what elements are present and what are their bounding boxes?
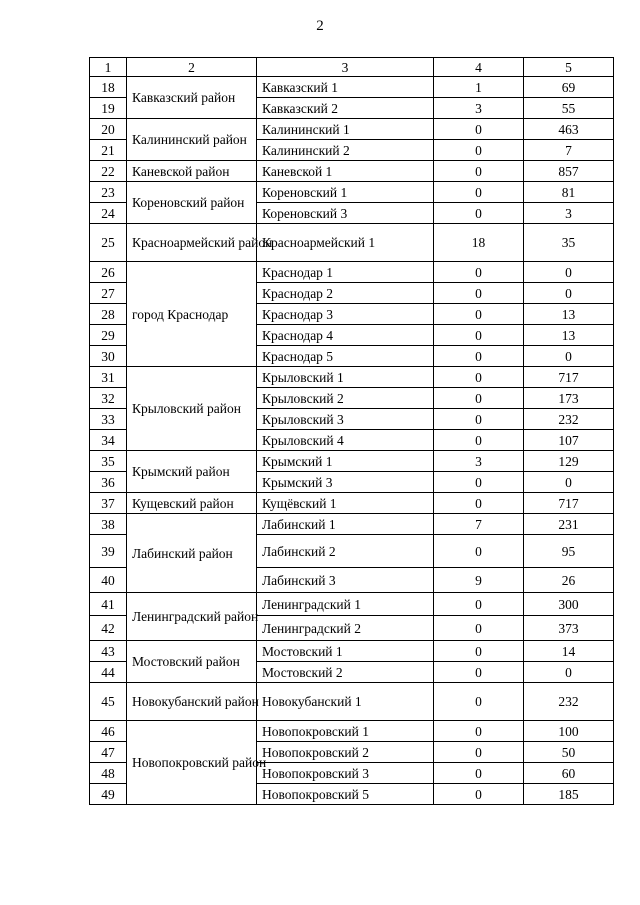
column-5-value-cell: 55	[524, 98, 614, 119]
column-5-value-cell: 173	[524, 388, 614, 409]
table-row	[90, 119, 614, 140]
column-4-value-cell: 0	[434, 662, 524, 683]
station-name-cell: Краснодар 3	[257, 304, 434, 325]
table-body	[90, 77, 614, 805]
column-5-value-cell: 14	[524, 641, 614, 662]
column-4-value-cell: 0	[434, 593, 524, 616]
station-name-cell: Ленинградский 1	[257, 593, 434, 616]
column-4-value-cell: 0	[434, 346, 524, 367]
table-row	[90, 262, 614, 283]
column-5-value-cell: 26	[524, 568, 614, 593]
column-4-value-cell: 9	[434, 568, 524, 593]
station-name-cell: Кореновский 1	[257, 182, 434, 203]
station-name-cell: Крымский 3	[257, 472, 434, 493]
station-name-cell: Кавказский 2	[257, 98, 434, 119]
column-5-value-cell: 463	[524, 119, 614, 140]
station-name-cell: Кавказский 1	[257, 77, 434, 98]
row-number-cell: 36	[90, 472, 127, 493]
row-number-cell: 43	[90, 641, 127, 662]
row-number-cell: 22	[90, 161, 127, 182]
column-5-value-cell: 0	[524, 472, 614, 493]
station-name-cell: Крыловский 2	[257, 388, 434, 409]
row-number-cell: 26	[90, 262, 127, 283]
column-5-value-cell: 95	[524, 535, 614, 568]
district-cell: Каневской район	[127, 161, 257, 182]
column-4-value-cell: 0	[434, 388, 524, 409]
table-row	[90, 493, 614, 514]
station-name-cell: Калининский 2	[257, 140, 434, 161]
station-name-cell: Калининский 1	[257, 119, 434, 140]
column-5-value-cell: 81	[524, 182, 614, 203]
column-4-value-cell: 0	[434, 140, 524, 161]
column-5-value-cell: 13	[524, 325, 614, 346]
station-name-cell: Краснодар 5	[257, 346, 434, 367]
column-4-value-cell: 0	[434, 784, 524, 805]
row-number-cell: 20	[90, 119, 127, 140]
column-4-value-cell: 0	[434, 119, 524, 140]
row-number-cell: 39	[90, 535, 127, 568]
column-4-value-cell: 7	[434, 514, 524, 535]
row-number-cell: 49	[90, 784, 127, 805]
table-row	[90, 161, 614, 182]
row-number-cell: 25	[90, 224, 127, 262]
column-5-value-cell: 232	[524, 409, 614, 430]
page-number: 2	[316, 18, 324, 34]
column-5-value-cell: 100	[524, 721, 614, 742]
column-4-value-cell: 0	[434, 409, 524, 430]
station-name-cell: Новокубанский 1	[257, 683, 434, 721]
district-cell: Новокубанский район	[127, 683, 257, 721]
row-number-cell: 42	[90, 616, 127, 641]
district-cell: Красноармейский район	[127, 224, 257, 262]
row-number-cell: 21	[90, 140, 127, 161]
column-5-value-cell: 0	[524, 262, 614, 283]
header-cell-3: 3	[257, 58, 434, 77]
column-4-value-cell: 0	[434, 262, 524, 283]
column-5-value-cell: 69	[524, 77, 614, 98]
station-name-cell: Лабинский 2	[257, 535, 434, 568]
row-number-cell: 32	[90, 388, 127, 409]
table-row	[90, 224, 614, 262]
row-number-cell: 24	[90, 203, 127, 224]
column-4-value-cell: 0	[434, 763, 524, 784]
column-5-value-cell: 35	[524, 224, 614, 262]
column-4-value-cell: 3	[434, 451, 524, 472]
table-row	[90, 683, 614, 721]
table-row	[90, 77, 614, 98]
column-5-value-cell: 13	[524, 304, 614, 325]
header-cell-5: 5	[524, 58, 614, 77]
station-name-cell: Новопокровский 5	[257, 784, 434, 805]
column-4-value-cell: 0	[434, 616, 524, 641]
row-number-cell: 34	[90, 430, 127, 451]
district-cell: Лабинский район	[127, 514, 257, 593]
column-5-value-cell: 3	[524, 203, 614, 224]
table-row	[90, 451, 614, 472]
row-number-cell: 45	[90, 683, 127, 721]
header-cell-1: 1	[90, 58, 127, 77]
district-cell: Новопокровский район	[127, 721, 257, 805]
district-cell: город Краснодар	[127, 262, 257, 367]
station-name-cell: Краснодар 1	[257, 262, 434, 283]
row-number-cell: 27	[90, 283, 127, 304]
column-4-value-cell: 0	[434, 304, 524, 325]
station-name-cell: Мостовский 1	[257, 641, 434, 662]
station-name-cell: Ленинградский 2	[257, 616, 434, 641]
header-row	[90, 58, 614, 77]
column-5-value-cell: 107	[524, 430, 614, 451]
column-5-value-cell: 50	[524, 742, 614, 763]
header-cell-4: 4	[434, 58, 524, 77]
station-name-cell: Новопокровский 1	[257, 721, 434, 742]
row-number-cell: 38	[90, 514, 127, 535]
column-5-value-cell: 373	[524, 616, 614, 641]
column-4-value-cell: 0	[434, 161, 524, 182]
station-name-cell: Лабинский 1	[257, 514, 434, 535]
station-name-cell: Краснодар 4	[257, 325, 434, 346]
station-name-cell: Каневской 1	[257, 161, 434, 182]
column-5-value-cell: 129	[524, 451, 614, 472]
station-name-cell: Крымский 1	[257, 451, 434, 472]
district-cell: Крыловский район	[127, 367, 257, 451]
column-4-value-cell: 0	[434, 367, 524, 388]
column-4-value-cell: 0	[434, 493, 524, 514]
row-number-cell: 37	[90, 493, 127, 514]
station-name-cell: Кущёвский 1	[257, 493, 434, 514]
column-4-value-cell: 0	[434, 683, 524, 721]
column-4-value-cell: 0	[434, 182, 524, 203]
row-number-cell: 18	[90, 77, 127, 98]
column-5-value-cell: 185	[524, 784, 614, 805]
station-name-cell: Краснодар 2	[257, 283, 434, 304]
station-name-cell: Крыловский 3	[257, 409, 434, 430]
row-number-cell: 19	[90, 98, 127, 119]
column-4-value-cell: 3	[434, 98, 524, 119]
header-cell-2: 2	[127, 58, 257, 77]
column-4-value-cell: 0	[434, 742, 524, 763]
column-5-value-cell: 232	[524, 683, 614, 721]
district-cell: Кореновский район	[127, 182, 257, 224]
district-cell: Крымский район	[127, 451, 257, 493]
column-4-value-cell: 18	[434, 224, 524, 262]
row-number-cell: 33	[90, 409, 127, 430]
station-name-cell: Лабинский 3	[257, 568, 434, 593]
column-5-value-cell: 0	[524, 662, 614, 683]
column-4-value-cell: 0	[434, 430, 524, 451]
station-name-cell: Крыловский 1	[257, 367, 434, 388]
column-5-value-cell: 300	[524, 593, 614, 616]
row-number-cell: 46	[90, 721, 127, 742]
column-5-value-cell: 231	[524, 514, 614, 535]
station-name-cell: Кореновский 3	[257, 203, 434, 224]
station-name-cell: Крыловский 4	[257, 430, 434, 451]
table-row	[90, 721, 614, 742]
table-row	[90, 182, 614, 203]
district-cell: Кавказский район	[127, 77, 257, 119]
district-cell: Кущевский район	[127, 493, 257, 514]
row-number-cell: 30	[90, 346, 127, 367]
row-number-cell: 31	[90, 367, 127, 388]
column-5-value-cell: 717	[524, 493, 614, 514]
column-4-value-cell: 0	[434, 203, 524, 224]
column-4-value-cell: 0	[434, 721, 524, 742]
row-number-cell: 23	[90, 182, 127, 203]
station-name-cell: Красноармейский 1	[257, 224, 434, 262]
column-5-value-cell: 7	[524, 140, 614, 161]
column-5-value-cell: 60	[524, 763, 614, 784]
table-row	[90, 367, 614, 388]
district-cell: Калининский район	[127, 119, 257, 161]
district-cell: Мостовский район	[127, 641, 257, 683]
station-name-cell: Новопокровский 2	[257, 742, 434, 763]
row-number-cell: 28	[90, 304, 127, 325]
column-4-value-cell: 0	[434, 535, 524, 568]
column-5-value-cell: 857	[524, 161, 614, 182]
table-row	[90, 641, 614, 662]
row-number-cell: 40	[90, 568, 127, 593]
table-row	[90, 514, 614, 535]
station-name-cell: Новопокровский 3	[257, 763, 434, 784]
data-table	[89, 57, 614, 805]
district-cell: Ленинградский район	[127, 593, 257, 641]
station-name-cell: Мостовский 2	[257, 662, 434, 683]
column-5-value-cell: 717	[524, 367, 614, 388]
column-4-value-cell: 0	[434, 283, 524, 304]
column-4-value-cell: 1	[434, 77, 524, 98]
column-4-value-cell: 0	[434, 641, 524, 662]
column-5-value-cell: 0	[524, 283, 614, 304]
table-row	[90, 593, 614, 616]
row-number-cell: 29	[90, 325, 127, 346]
row-number-cell: 48	[90, 763, 127, 784]
row-number-cell: 47	[90, 742, 127, 763]
column-4-value-cell: 0	[434, 472, 524, 493]
row-number-cell: 41	[90, 593, 127, 616]
row-number-cell: 35	[90, 451, 127, 472]
column-5-value-cell: 0	[524, 346, 614, 367]
row-number-cell: 44	[90, 662, 127, 683]
column-4-value-cell: 0	[434, 325, 524, 346]
